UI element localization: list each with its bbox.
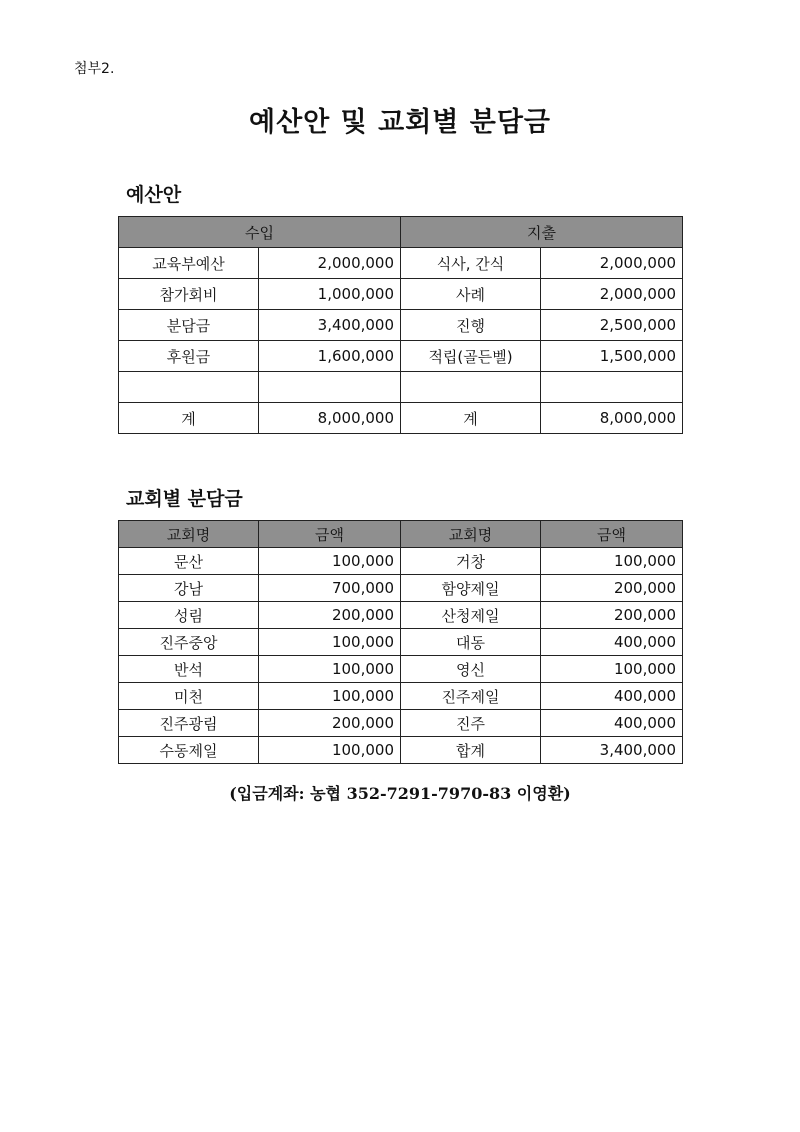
church-name: 산청제일 xyxy=(401,602,541,629)
income-header: 수입 xyxy=(119,217,401,248)
church-name: 미천 xyxy=(119,683,259,710)
expense-item: 사례 xyxy=(401,279,541,310)
church-amount: 200,000 xyxy=(259,602,401,629)
income-amount: 8,000,000 xyxy=(259,403,401,434)
church-amount: 100,000 xyxy=(259,656,401,683)
income-item: 분담금 xyxy=(119,310,259,341)
expense-amount xyxy=(541,372,683,403)
column-header-church: 교회명 xyxy=(401,521,541,548)
deposit-account-info: (입금계좌: 농협 352-7291-7970-83 이영환) xyxy=(229,784,571,803)
income-amount: 3,400,000 xyxy=(259,310,401,341)
church-name: 진주광림 xyxy=(119,710,259,737)
income-amount xyxy=(259,372,401,403)
expense-item: 식사, 간식 xyxy=(401,248,541,279)
column-header-amount: 금액 xyxy=(259,521,401,548)
budget-row xyxy=(119,310,683,341)
column-header-church: 교회명 xyxy=(119,521,259,548)
church-name: 영신 xyxy=(401,656,541,683)
table-row xyxy=(119,683,683,710)
income-amount: 1,000,000 xyxy=(259,279,401,310)
church-name: 함양제일 xyxy=(401,575,541,602)
income-amount: 1,600,000 xyxy=(259,341,401,372)
church-name: 합계 xyxy=(401,737,541,764)
income-item xyxy=(119,372,259,403)
church-name: 진주중앙 xyxy=(119,629,259,656)
church-amount: 100,000 xyxy=(259,683,401,710)
church-amount: 400,000 xyxy=(541,710,683,737)
budget-table xyxy=(118,216,683,434)
church-amount: 700,000 xyxy=(259,575,401,602)
budget-row xyxy=(119,248,683,279)
contributions-header-row xyxy=(119,521,683,548)
church-amount: 100,000 xyxy=(259,548,401,575)
expense-amount: 2,500,000 xyxy=(541,310,683,341)
church-amount: 100,000 xyxy=(541,656,683,683)
income-item: 후원금 xyxy=(119,341,259,372)
page-title: 예산안 및 교회별 분담금 xyxy=(248,107,552,138)
church-name: 진주 xyxy=(401,710,541,737)
expense-amount: 1,500,000 xyxy=(541,341,683,372)
church-name: 강남 xyxy=(119,575,259,602)
budget-row xyxy=(119,403,683,434)
church-amount: 100,000 xyxy=(259,737,401,764)
church-name: 성림 xyxy=(119,602,259,629)
table-row xyxy=(119,737,683,764)
church-name: 거창 xyxy=(401,548,541,575)
table-row xyxy=(119,710,683,737)
expense-item: 적립(골든벨) xyxy=(401,341,541,372)
table-row xyxy=(119,602,683,629)
budget-heading: 예산안 xyxy=(126,184,182,206)
budget-row xyxy=(119,279,683,310)
expense-item: 계 xyxy=(401,403,541,434)
expense-item: 진행 xyxy=(401,310,541,341)
expense-amount: 8,000,000 xyxy=(541,403,683,434)
church-name: 대동 xyxy=(401,629,541,656)
church-name: 진주제일 xyxy=(401,683,541,710)
church-amount: 400,000 xyxy=(541,629,683,656)
expense-item xyxy=(401,372,541,403)
table-row xyxy=(119,656,683,683)
church-amount: 100,000 xyxy=(541,548,683,575)
income-amount: 2,000,000 xyxy=(259,248,401,279)
contributions-table xyxy=(118,520,683,764)
church-name: 문산 xyxy=(119,548,259,575)
church-name: 수동제일 xyxy=(119,737,259,764)
church-amount: 100,000 xyxy=(259,629,401,656)
church-amount: 200,000 xyxy=(259,710,401,737)
church-name: 반석 xyxy=(119,656,259,683)
attachment-label: 첨부2. xyxy=(74,61,115,77)
income-item: 참가회비 xyxy=(119,279,259,310)
expense-header: 지출 xyxy=(401,217,683,248)
budget-row xyxy=(119,341,683,372)
expense-amount: 2,000,000 xyxy=(541,248,683,279)
expense-amount: 2,000,000 xyxy=(541,279,683,310)
budget-row xyxy=(119,372,683,403)
table-row xyxy=(119,575,683,602)
income-item: 교육부예산 xyxy=(119,248,259,279)
income-item: 계 xyxy=(119,403,259,434)
contributions-heading: 교회별 분담금 xyxy=(126,488,243,510)
church-amount: 200,000 xyxy=(541,602,683,629)
church-amount: 3,400,000 xyxy=(541,737,683,764)
table-row xyxy=(119,629,683,656)
budget-header-row xyxy=(119,217,683,248)
table-row xyxy=(119,548,683,575)
column-header-amount: 금액 xyxy=(541,521,683,548)
church-amount: 400,000 xyxy=(541,683,683,710)
church-amount: 200,000 xyxy=(541,575,683,602)
